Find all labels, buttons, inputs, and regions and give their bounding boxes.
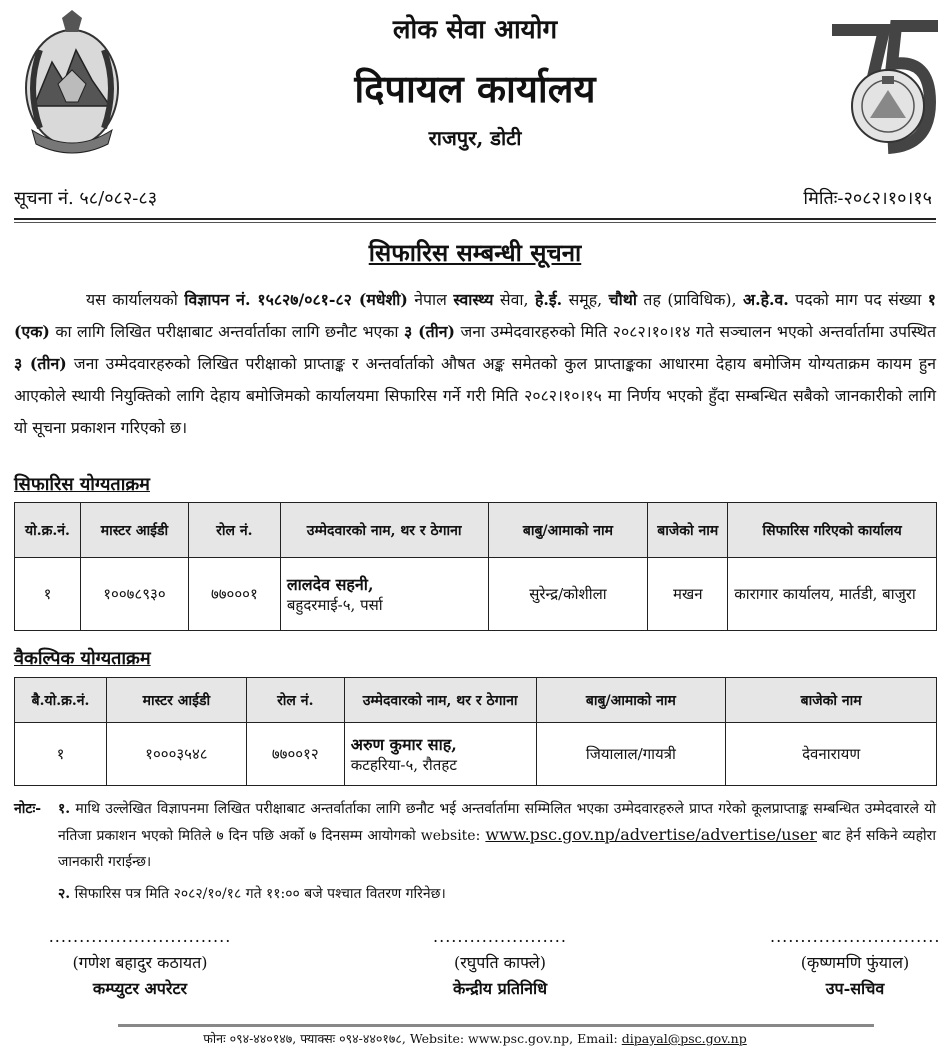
note-number: २. [58, 886, 71, 902]
cell-grandfather: देवनारायण [726, 723, 937, 786]
signature-central-representative [400, 924, 600, 1002]
psc-75-years-logo-icon [826, 6, 942, 166]
body-text-bold: विज्ञापन नं. १५८२७/०८१-८२ (मधेशी) [184, 290, 408, 309]
table-row [15, 558, 937, 631]
alternate-heading: वैकल्पिक योग्यताक्रम [14, 648, 151, 669]
notice-body [14, 284, 936, 444]
col-parents: बाबु/आमाको नाम [488, 503, 648, 558]
body-text: समूह, [562, 290, 609, 309]
body-text: नेपाल [407, 290, 454, 309]
col-parents: बाबु/आमाको नाम [536, 678, 726, 723]
body-text-bold: स्वास्थ्य [453, 290, 494, 309]
col-candidate: उम्मेदवारको नाम, थर र ठेगाना [344, 678, 536, 723]
signature-line: .............................. [48, 927, 232, 946]
body-text: जना उम्मेदवारहरुको लिखित परीक्षाको प्राप्ताङ्क र अन्तर्वार्ताको औषत अङ्क समेतको कुल प्राप्ताङ्कका आधारमा देहाय बमोजिम योग्यताक्रम कायम हुन आएकोले स्थायी नियुक्तिको लागि देहाय बमोजिमको कार्यालयमा सिफारिस गर्ने गरी मिति २०८२।१०।१५ मा निर्णय भएको हुँदा सम्बन्धित सबैको जानकारीको लागि यो सूचना प्रकाशन गरिएको छ। [14, 354, 937, 437]
cell-office: कारागार कार्यालय, मार्तडी, बाजुरा [728, 558, 937, 631]
candidate-address: कटहरिया-५, रौतहट [350, 756, 457, 774]
signatory-role: उप-सचिव [825, 979, 885, 998]
signature-line: ...................... [433, 927, 567, 946]
col-grandfather: बाजेको नाम [726, 678, 937, 723]
cell-roll: ७७००१२ [246, 723, 344, 786]
body-text: जना उम्मेदवारहरुको मिति २०८२।१०।१४ गते सञ्चालन भएको अन्तर्वार्तामा उपस्थित [455, 322, 936, 341]
org-name: लोक सेवा आयोग [392, 15, 558, 45]
note-1 [14, 796, 936, 875]
body-text: यस कार्यालयको [86, 290, 185, 309]
notice-number: सूचना नं. ५८/०८२-८३ [14, 188, 158, 209]
col-office: सिफारिस गरिएको कार्यालय [728, 503, 937, 558]
candidate-address: बहुदरमाई-५, पर्सा [286, 596, 383, 614]
note-body: माथि उल्लेखित विज्ञापनमा लिखित परीक्षाबाट अन्तर्वार्ताका लागि छनौट भई अन्तर्वार्तामा सम्मिलित भएका उम्मेदवारहरुले प्राप्त गरेको कूलप्राप्ताङ्क सम्बन्धित उम्मेदवारले यो नतिजा प्रकाशन भएको मितिले ७ दिन पछि अर्को ७ दिनसम्म आयोगको website: [58, 801, 937, 844]
cell-candidate [344, 723, 536, 786]
col-grandfather: बाजेको नाम [648, 503, 728, 558]
cell-candidate [280, 558, 488, 631]
col-sn: यो.क्र.नं. [15, 503, 81, 558]
note-2 [14, 881, 936, 907]
body-text-bold: ३ (तीन) [14, 354, 67, 373]
col-master-id: मास्टर आईडी [80, 503, 188, 558]
candidate-name: अरुण कुमार साह, [350, 735, 457, 754]
footer-contact [0, 1030, 950, 1047]
cell-master-id: १००७८९३० [80, 558, 188, 631]
col-candidate: उम्मेदवारको नाम, थर र ठेगाना [280, 503, 488, 558]
recommended-table [14, 502, 937, 631]
table-header-row [15, 503, 937, 558]
body-text-bold: चौथो [608, 290, 637, 309]
table-row [15, 723, 937, 786]
header-divider-thin [14, 222, 936, 223]
signatory-name: (गणेश बहादुर कठायत) [72, 953, 208, 972]
cell-grandfather: मखन [648, 558, 728, 631]
office-location: राजपुर, डोटी [428, 126, 522, 150]
body-text: सेवा, [493, 290, 535, 309]
signatory-name: (कृष्णमणि फुंयाल) [800, 953, 910, 972]
cell-parents: सुरेन्द्र/कोशीला [488, 558, 648, 631]
cell-sn: १ [15, 723, 107, 786]
footer-text: फोनः ०९४-४४०१४७, फ्याक्सः ०९४-४४०१७८, Website: www.psc.gov.np, Email: [203, 1031, 622, 1046]
office-name: दिपायल कार्यालय [354, 66, 596, 111]
notes-label: नोटः- [14, 801, 42, 817]
recommended-heading: सिफारिस योग्यताक्रम [14, 474, 150, 495]
psc-advertise-link[interactable]: www.psc.gov.np/advertise/advertise/user [485, 825, 817, 844]
body-text: का लागि लिखित परीक्षाबाट अन्तर्वार्ताका लागि छनौट भएका [49, 322, 404, 341]
body-text: पदको माग पद संख्या [788, 290, 928, 309]
cell-master-id: १०००३५४८ [106, 723, 246, 786]
signatory-name: (रघुपति काफ्ले) [454, 953, 546, 972]
body-text: तह (प्राविधिक), [636, 290, 744, 309]
signatory-role: केन्द्रीय प्रतिनिधि [452, 979, 548, 998]
notice-title: सिफारिस सम्बन्धी सूचना [368, 238, 582, 267]
body-text-bold: १ (एक) [14, 290, 936, 341]
body-text-bold: अ.हे.व. [743, 290, 789, 309]
signature-computer-operator [30, 924, 250, 1002]
col-roll: रोल नं. [188, 503, 280, 558]
cell-roll: ७७०००१ [188, 558, 280, 631]
header-divider [14, 218, 936, 220]
signature-line: ............................ [770, 927, 941, 946]
body-text-bold: ३ (तीन) [404, 322, 455, 341]
alternate-table [14, 677, 937, 786]
note-number: १. [58, 801, 71, 817]
nepal-emblem-icon [18, 10, 126, 162]
note-2-text: सिफारिस पत्र मिति २०८२/१०/१८ गते ११:०० बजे पश्चात वितरण गरिनेछ। [70, 886, 446, 902]
table-header-row [15, 678, 937, 723]
signatory-role: कम्प्युटर अपरेटर [92, 979, 188, 998]
candidate-name: लालदेव सहनी, [286, 575, 374, 594]
cell-sn: १ [15, 558, 81, 631]
note-1-text [58, 796, 936, 875]
body-text-bold: हे.ई. [534, 290, 563, 309]
notice-date: मितिः-२०८२।१०।१५ [803, 188, 932, 209]
note-body: बाट हेर्न सकिने व्यहोरा जानकारी गराईन्छ। [58, 828, 936, 870]
footer-email-link[interactable]: dipayal@psc.gov.np [621, 1031, 747, 1046]
notes-section [14, 796, 936, 907]
col-alt-sn: बै.यो.क्र.नं. [15, 678, 107, 723]
cell-parents: जियालाल/गायत्री [536, 723, 726, 786]
col-master-id: मास्टर आईडी [106, 678, 246, 723]
signature-under-secretary [770, 924, 940, 1002]
footer-divider [118, 1024, 874, 1027]
col-roll: रोल नं. [246, 678, 344, 723]
